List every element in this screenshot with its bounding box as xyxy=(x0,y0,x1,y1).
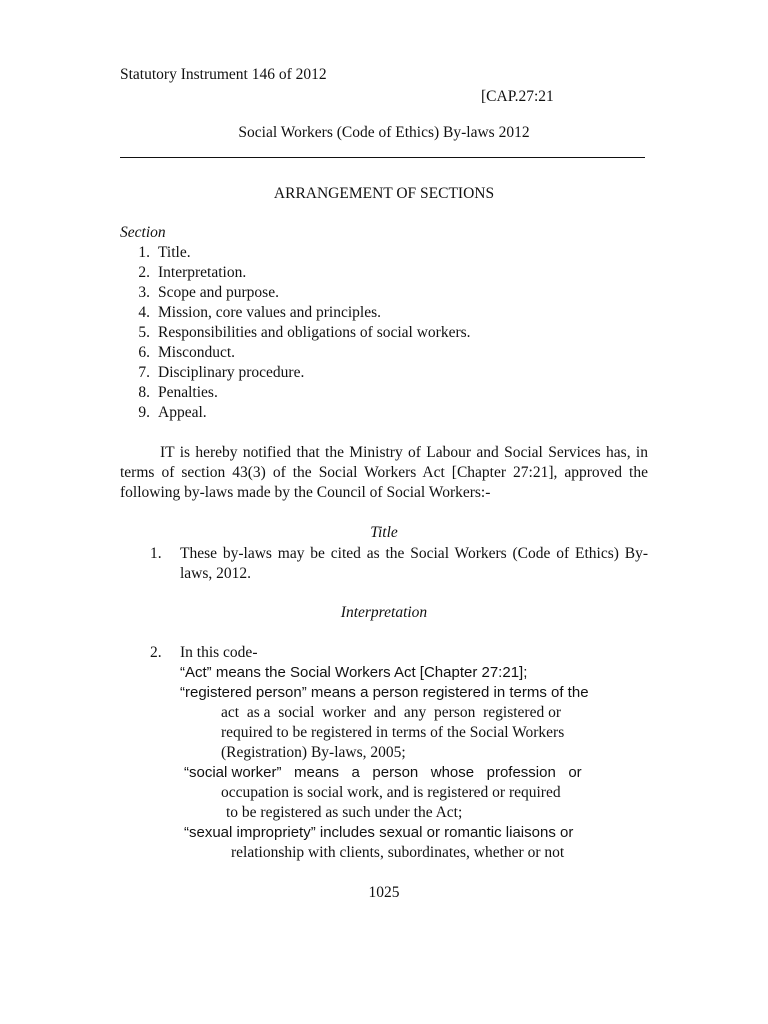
chapter-reference: [CAP.27:21 xyxy=(481,88,554,105)
item-number: 9. xyxy=(138,404,150,421)
page-number: 1025 xyxy=(368,884,400,901)
clause-intro: In this code- xyxy=(180,644,258,661)
definition-continuation: to be registered as such under the Act; xyxy=(226,804,463,821)
item-text: Appeal. xyxy=(158,404,207,421)
item-text: Misconduct. xyxy=(158,344,236,361)
definition-social-worker: “social worker” means a person whose profession or xyxy=(184,764,582,781)
definition-continuation: act as a social worker and any person registered or xyxy=(221,704,562,721)
item-text: Disciplinary procedure. xyxy=(158,364,305,381)
clause-text: These by-laws may be cited as the Social Workers (Code of Ethics) By-laws, 2012. xyxy=(180,545,648,582)
title-heading: Title xyxy=(370,524,398,541)
title-rule xyxy=(120,157,645,158)
item-text: Penalties. xyxy=(158,384,218,401)
item-number: 7. xyxy=(138,364,150,381)
item-text: Mission, core values and principles. xyxy=(158,304,381,321)
item-number: 4. xyxy=(138,304,150,321)
definition-act: “Act” means the Social Workers Act [Chapter 27:21]; xyxy=(180,664,528,681)
item-number: 1. xyxy=(138,244,150,261)
notice-text: IT is hereby notified that the Ministry of Labour and Social Services has, in terms of section 43(3) of the Social Workers Act [Chapter 27:21], approved the following by-laws made by the Council of Social Workers:- xyxy=(120,444,648,501)
interpretation-heading: Interpretation xyxy=(340,604,428,621)
item-number: 8. xyxy=(138,384,150,401)
section-label: Section xyxy=(120,224,166,241)
clause-number: 1. xyxy=(150,545,162,562)
item-number: 6. xyxy=(138,344,150,361)
item-number: 3. xyxy=(138,284,150,301)
item-text: Title. xyxy=(158,244,191,261)
definition-continuation: (Registration) By-laws, 2005; xyxy=(221,744,406,761)
arrangement-heading: ARRANGEMENT OF SECTIONS xyxy=(273,185,495,202)
definition-continuation: required to be registered in terms of the Social Workers xyxy=(221,724,565,741)
item-number: 5. xyxy=(138,324,150,341)
notice-paragraph xyxy=(120,443,648,503)
definition-continuation: relationship with clients, subordinates, whether or not xyxy=(231,844,565,861)
document-title: Social Workers (Code of Ethics) By-laws 2012 xyxy=(238,124,530,141)
item-text: Interpretation. xyxy=(158,264,247,281)
item-text: Responsibilities and obligations of social workers. xyxy=(158,324,471,341)
instrument-number: Statutory Instrument 146 of 2012 xyxy=(120,66,327,83)
definition-registered-person: “registered person” means a person registered in terms of the xyxy=(180,684,589,701)
definition-continuation: occupation is social work, and is registered or required xyxy=(221,784,561,801)
clause-number: 2. xyxy=(150,644,162,661)
item-text: Scope and purpose. xyxy=(158,284,279,301)
definition-sexual-impropriety: “sexual impropriety” includes sexual or romantic liaisons or xyxy=(184,824,574,841)
item-number: 2. xyxy=(138,264,150,281)
